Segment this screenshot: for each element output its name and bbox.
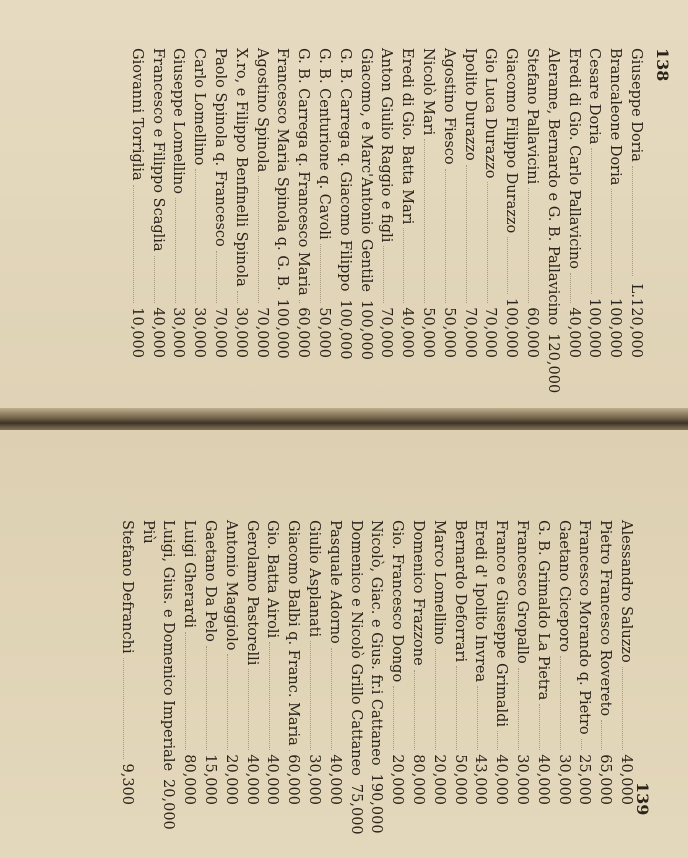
- entry-name: Domenico e Nicolò Grillo Cattaneo: [347, 520, 364, 776]
- list-item: [262, 520, 283, 805]
- entry-amount: 40,000: [243, 754, 260, 805]
- list-item: [251, 48, 272, 358]
- entry-name: G. B. Carrega q. Giacomo Filippo: [336, 48, 353, 292]
- entry-amount: 80,000: [410, 754, 427, 805]
- entry-name: Carlo Lomellino: [191, 48, 208, 166]
- list-item: [313, 48, 334, 358]
- list-item: [355, 48, 376, 358]
- list-item: [282, 520, 303, 805]
- left-entry-list: [126, 48, 646, 394]
- right-entry-list: [116, 520, 636, 835]
- entry-name: Ipolito Durazzo: [461, 48, 478, 161]
- leader-dots: [216, 251, 223, 304]
- entry-amount: 20,000: [160, 779, 177, 830]
- entry-amount: 100,000: [607, 298, 624, 358]
- entry-name: Gio. Batta Airoli: [264, 520, 281, 639]
- list-item: [366, 520, 387, 834]
- list-item: [417, 48, 438, 358]
- entry-amount: 30,000: [514, 754, 531, 805]
- list-item: [324, 520, 345, 805]
- entry-name: Più: [139, 520, 156, 544]
- entry-amount: 100,000: [336, 299, 353, 360]
- leader-dots: [528, 188, 535, 303]
- entry-amount: 20,000: [430, 754, 447, 805]
- entry-name: Marco Lomellino: [430, 520, 447, 645]
- list-item: [376, 48, 397, 358]
- list-item: [345, 520, 366, 835]
- list-item: [334, 48, 355, 358]
- list-item: [188, 48, 209, 358]
- leader-dots: [206, 646, 213, 750]
- entry-amount: 70,000: [378, 307, 395, 358]
- entry-amount: 43,000: [472, 754, 489, 805]
- leader-dots: [237, 291, 244, 303]
- entry-amount: 75,000: [347, 783, 364, 835]
- entry-name: Gerolamo Pastorelli: [243, 520, 260, 666]
- entry-amount: 30,000: [555, 754, 572, 805]
- entry-name: Giulio Asplanati: [306, 520, 323, 638]
- entry-name: Agostino Fiesco: [440, 48, 457, 165]
- list-item: [178, 520, 199, 805]
- list-item: [532, 520, 553, 805]
- entry-name: Alessandro Saluzzo: [618, 520, 634, 663]
- list-item: [230, 48, 251, 358]
- entry-name: Stefano Pallavicini: [524, 48, 541, 185]
- leader-dots: [601, 720, 608, 750]
- leader-dots: [123, 658, 130, 760]
- leader-dots: [414, 670, 421, 751]
- entry-name: Gaetano Da Pelo: [202, 520, 219, 642]
- entry-name: Bernardo Deforrari: [451, 520, 468, 663]
- entry-amount: 9,300: [118, 763, 135, 805]
- entry-name: Gio. Francesco Dongo: [389, 520, 406, 683]
- list-item: [511, 520, 532, 805]
- list-item: [168, 48, 189, 358]
- entry-name: Alerame, Bernardo e G. B. Pallavicino: [544, 48, 561, 326]
- list-item: [137, 520, 158, 805]
- entry-amount: 70,000: [482, 307, 499, 358]
- entry-amount: 20,000: [389, 754, 406, 805]
- list-item: [220, 520, 241, 805]
- leader-dots: [591, 148, 598, 294]
- leader-dots: [331, 648, 338, 750]
- list-item: [272, 48, 293, 358]
- entry-amount: 70,000: [461, 307, 478, 358]
- entry-name: Francesco Morando q. Pietro: [576, 520, 593, 735]
- entry-name: Franco e Giuseppe Grimaldi: [493, 520, 510, 728]
- list-item: [553, 520, 574, 805]
- leader-dots: [456, 666, 463, 750]
- entry-amount: 120,000: [628, 298, 644, 358]
- entry-amount: 30,000: [306, 754, 323, 805]
- leader-dots: [570, 273, 577, 303]
- leader-dots: [403, 228, 410, 303]
- entry-amount: 30,000: [191, 307, 208, 358]
- list-item: [241, 520, 262, 805]
- list-item: [584, 48, 605, 358]
- list-item: [428, 520, 449, 805]
- entry-name: Giacomo Balbi q. Franc. Maria: [285, 520, 302, 746]
- entry-name: Cesare Doria: [586, 48, 603, 145]
- left-page-text: [126, 48, 672, 394]
- list-item: [521, 48, 542, 358]
- list-item: [438, 48, 459, 358]
- entry-name: Pietro Francesco Rovereto: [597, 520, 614, 717]
- entry-amount: 60,000: [524, 307, 541, 358]
- entry-amount: 40,000: [493, 754, 510, 805]
- leader-dots: [497, 731, 504, 750]
- currency-label: L.: [628, 283, 644, 299]
- entry-amount: 80,000: [181, 754, 198, 805]
- leader-dots: [133, 185, 140, 304]
- leader-dots: [258, 176, 265, 303]
- left-page-number: 138: [653, 48, 672, 82]
- leader-dots: [185, 632, 192, 750]
- list-item: [126, 48, 147, 358]
- leader-dots: [632, 166, 639, 276]
- entry-amount: 60,000: [285, 754, 302, 805]
- list-item: [615, 520, 636, 805]
- entry-name: Giovanni Torriglia: [128, 48, 145, 181]
- entry-name: Agostino Spinola: [253, 48, 270, 173]
- entry-amount: 40,000: [264, 754, 281, 805]
- entry-amount: 100,000: [586, 298, 603, 358]
- entry-amount: 70,000: [212, 307, 229, 358]
- list-item: [490, 520, 511, 805]
- entry-amount: 70,000: [253, 307, 270, 358]
- leader-dots: [560, 656, 567, 750]
- entry-name: G. B. Carrega q. Francesco Maria: [295, 48, 312, 296]
- entry-amount: 120,000: [544, 333, 561, 394]
- entry-amount: 50,000: [316, 307, 333, 358]
- entry-amount: 40,000: [534, 754, 551, 805]
- entry-amount: 100,000: [274, 298, 291, 359]
- entry-name: Nicolò Mari: [420, 48, 437, 136]
- entry-amount: 30,000: [232, 307, 249, 358]
- list-item: [407, 520, 428, 805]
- entry-name: Antonio Maggiolo: [222, 520, 239, 651]
- leader-dots: [299, 300, 306, 304]
- entry-name: X.ro, e Filippo Benfinelli Spinola: [232, 48, 249, 287]
- list-item: [574, 520, 595, 805]
- entry-name: Eredi d' Ipolito Invrea: [472, 520, 489, 683]
- entry-amount: 20,000: [222, 754, 239, 805]
- entry-name: Eredi di Gio. Batta Mari: [399, 48, 416, 225]
- list-item: [470, 520, 491, 805]
- entry-name: Luigi Gherardi: [181, 520, 198, 629]
- leader-dots: [248, 669, 255, 750]
- leader-dots: [611, 189, 618, 294]
- leader-dots: [320, 244, 327, 304]
- leader-dots: [477, 686, 484, 750]
- entry-name: Francesco Maria Spinola q. G. B.: [274, 48, 291, 291]
- entry-name: Giacomo, e Marc'Antonio Gentile: [357, 48, 374, 293]
- entry-name: Pasquale Adorno: [326, 520, 343, 644]
- entry-name: Nicolò, Giac. e Gius. fr.i Cattaneo: [368, 520, 385, 766]
- leader-dots: [424, 139, 431, 303]
- leader-dots: [539, 704, 546, 750]
- list-item: [199, 520, 220, 805]
- entry-amount: 100,000: [357, 300, 374, 360]
- right-page-number: 139: [633, 782, 652, 816]
- leader-dots: [622, 667, 629, 751]
- entry-amount: 65,000: [597, 754, 614, 805]
- leader-dots: [466, 165, 473, 304]
- list-item: [459, 48, 480, 358]
- entry-amount: 40,000: [565, 307, 582, 358]
- leader-dots: [175, 198, 182, 303]
- entry-amount: 50,000: [420, 307, 437, 358]
- leader-dots: [445, 169, 452, 304]
- list-item: [303, 520, 324, 805]
- leader-dots: [518, 668, 525, 750]
- list-item: [449, 520, 470, 805]
- leader-dots: [581, 739, 588, 751]
- leader-dots: [195, 169, 202, 303]
- entry-name: Anton Giulio Raggio e figli: [378, 48, 395, 243]
- entry-name: Paolo Spinola q. Francesco: [212, 48, 229, 247]
- list-item: [625, 48, 646, 358]
- entry-name: Luigi, Gius. e Domenico Imperiale: [160, 520, 177, 772]
- list-item: [563, 48, 584, 358]
- entry-name: Francesco Gropallo: [514, 520, 531, 664]
- leader-dots: [507, 237, 514, 294]
- entry-name: Stefano Defranchi: [118, 520, 135, 654]
- leader-dots: [154, 256, 161, 304]
- leader-dots: [269, 642, 276, 750]
- list-item: [147, 48, 168, 358]
- entry-name: Giuseppe Doria: [628, 48, 644, 162]
- leader-dots: [383, 246, 390, 303]
- entry-amount: 15,000: [202, 754, 219, 805]
- entry-amount: 30,000: [170, 307, 187, 358]
- entry-name: Gio Luca Durazzo: [482, 48, 499, 179]
- entry-amount: 40,000: [149, 307, 166, 358]
- entry-amount: 50,000: [440, 307, 457, 358]
- entry-amount: 60,000: [295, 307, 312, 358]
- entry-amount: 190,000: [368, 773, 385, 834]
- leader-dots: [487, 182, 494, 303]
- list-item: [542, 48, 563, 394]
- entry-amount: 40,000: [618, 754, 634, 805]
- entry-amount: 40,000: [399, 307, 416, 358]
- leader-dots: [393, 686, 400, 750]
- list-item: [209, 48, 230, 358]
- list-item: [594, 520, 615, 805]
- entry-name: G. B. Grimaldo La Pietra: [534, 520, 551, 701]
- entry-amount: 100,000: [503, 298, 520, 358]
- entry-amount: 40,000: [326, 754, 343, 805]
- list-item: [480, 48, 501, 358]
- entry-name: Giacomo Filippo Durazzo: [503, 48, 520, 234]
- entry-name: G. B. Centurione q. Cavoli: [316, 48, 333, 240]
- entry-amount: 25,000: [576, 754, 593, 805]
- entry-amount: 10,000: [128, 307, 145, 358]
- entry-name: Eredi di Gio. Carlo Pallavicino: [565, 48, 582, 270]
- entry-amount: 50,000: [451, 754, 468, 805]
- entry-name: Brancaleone Doria: [607, 48, 624, 186]
- leader-dots: [310, 641, 317, 750]
- list-item: [500, 48, 521, 358]
- leader-dots: [227, 654, 234, 750]
- entry-name: Gaetano Ciceporo: [555, 520, 572, 653]
- right-page-text: [116, 520, 652, 835]
- list-item: [386, 520, 407, 805]
- list-item: [116, 520, 137, 805]
- entry-name: Domenico Frazzone: [410, 520, 427, 666]
- list-item: [292, 48, 313, 358]
- list-item: [158, 520, 179, 830]
- entry-name: Giuseppe Lomellino: [170, 48, 187, 195]
- list-item: [604, 48, 625, 358]
- list-item: [396, 48, 417, 358]
- entry-name: Francesco e Filippo Scaglia: [149, 48, 166, 252]
- leader-dots: [435, 649, 442, 751]
